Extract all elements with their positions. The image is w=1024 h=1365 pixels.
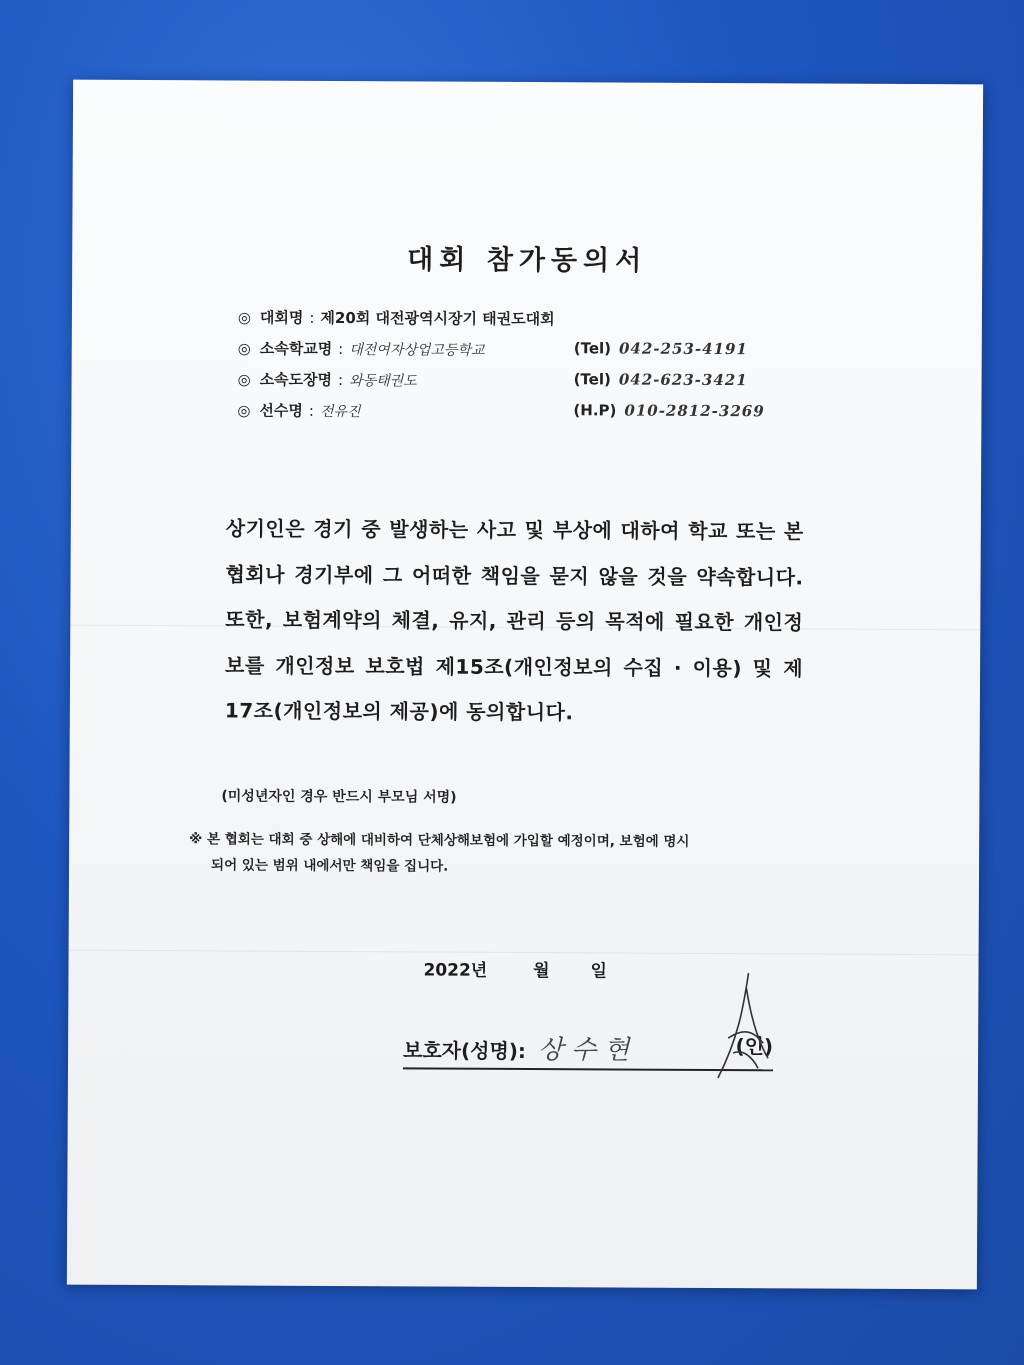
bullet-icon: ◎ bbox=[237, 308, 252, 327]
event-label: 대회명 bbox=[259, 308, 304, 327]
fold-line bbox=[69, 950, 979, 956]
dojang-row: ◎ 소속도장명 : 와동태권도 (Tel) 042-623-3421 bbox=[237, 370, 748, 390]
dojang-value: 와동태권도 bbox=[349, 373, 417, 390]
date-day: 일 bbox=[590, 961, 608, 982]
player-hp: (H.P) 010-2812-3269 bbox=[573, 401, 765, 421]
guardian-name: 상수현 bbox=[537, 1035, 638, 1066]
event-row: ◎ 대회명 : 제20회 대전광역시장기 태권도대회 bbox=[237, 308, 555, 329]
school-tel: (Tel) 042-253-4191 bbox=[573, 339, 748, 359]
date-month: 월 bbox=[533, 961, 550, 982]
guardian-label: 보호자(성명): bbox=[403, 1038, 527, 1064]
event-value: 제20회 대전광역시장기 태권도대회 bbox=[320, 308, 555, 329]
consent-form-paper bbox=[67, 80, 983, 1290]
minor-note: (미성년자인 경우 반드시 부모님 서명) bbox=[221, 788, 457, 806]
info-section bbox=[237, 306, 858, 433]
signing-date bbox=[423, 955, 607, 981]
consent-body-text: 상기인은 경기 중 발생하는 사고 및 부상에 대하여 학교 또는 본 협회나 경기부에 그 어떠한 책임을 묻지 않을 것을 약속합니다. 또한, 보험계약의 체결, 유지, 관리 등의 목적에 필요한 개인정보를 개인정보 보호법 제15조(개인정보의 수집 · 이용) 및 제17조(개인정보의 제공)에 동의합니다. bbox=[224, 516, 804, 725]
school-value: 대전여자상업고등학교 bbox=[349, 342, 485, 359]
bullet-icon: ◎ bbox=[237, 401, 251, 420]
player-value: 전유진 bbox=[319, 403, 361, 421]
player-row: ◎ 선수명 : 전유진 (H.P) 010-2812-3269 bbox=[237, 401, 765, 421]
seal-mark: (인) bbox=[735, 1034, 774, 1059]
bullet-icon: ◎ bbox=[237, 370, 251, 389]
signature-scribble-icon bbox=[708, 968, 779, 1088]
school-row: ◎ 소속학교명 : 대전여자상업고등학교 (Tel) 042-253-4191 bbox=[237, 339, 748, 359]
document-title: 대회 참가동의서 bbox=[407, 244, 648, 277]
player-label: 선수명 bbox=[259, 401, 303, 420]
insurance-note: ※ 본 협회는 대회 중 상해에 대비하여 단체상해보험에 가입할 예정이며, 보험에 명시 되어 있는 범위 내에서만 책임을 집니다. bbox=[189, 831, 690, 875]
school-label: 소속학교명 bbox=[259, 339, 333, 358]
date-year: 2022년 bbox=[423, 960, 488, 981]
dojang-tel: (Tel) 042-623-3421 bbox=[573, 370, 748, 390]
bullet-icon: ◎ bbox=[237, 339, 251, 358]
dojang-label: 소속도장명 bbox=[259, 370, 333, 389]
